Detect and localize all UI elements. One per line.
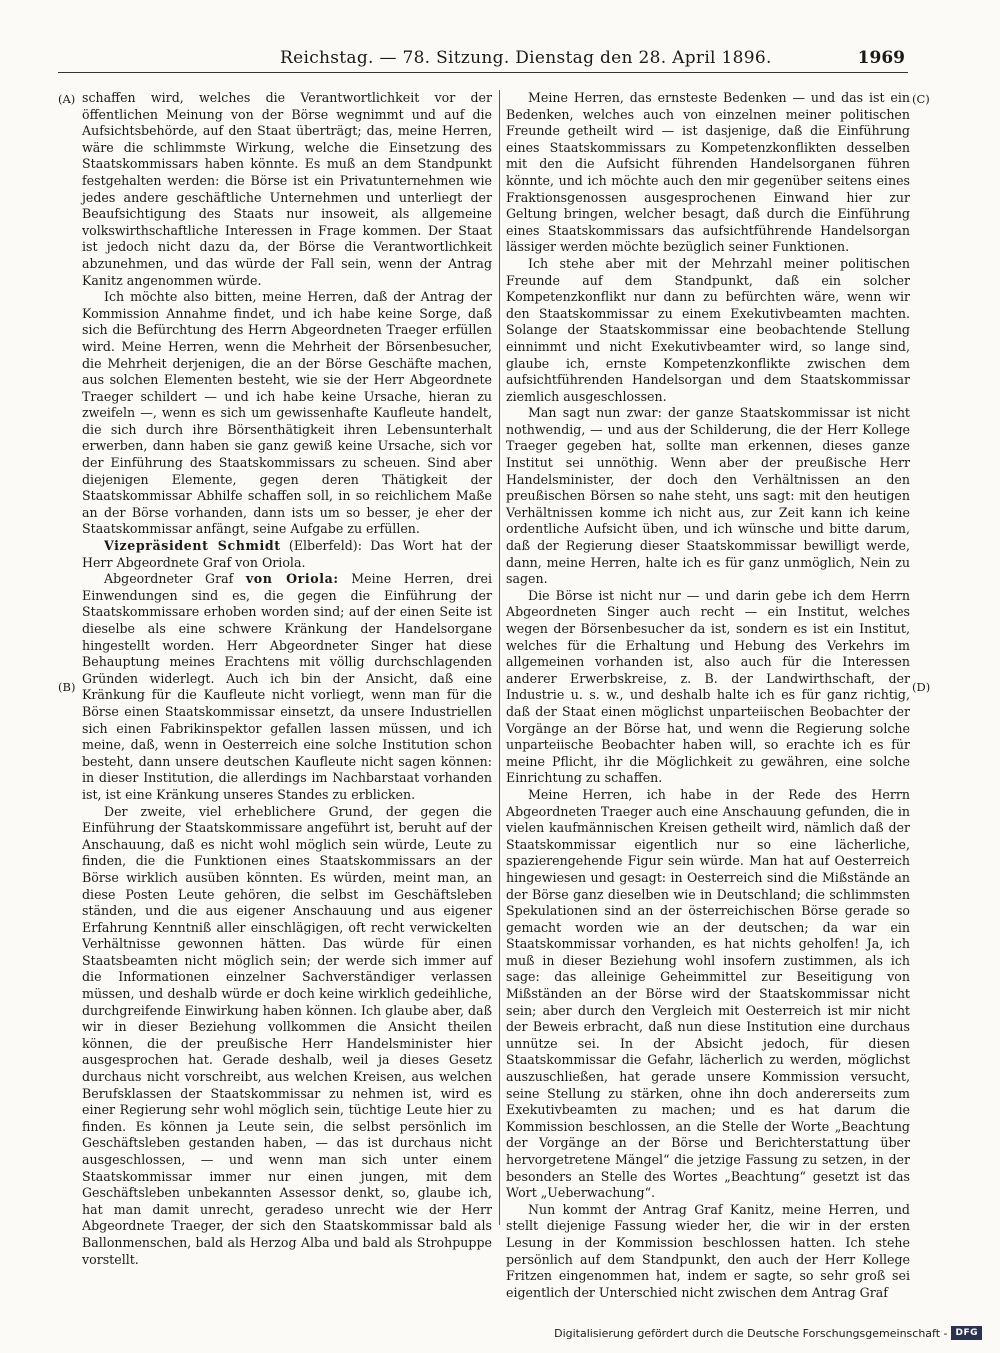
paragraph: Ich stehe aber mit der Mehrzahl meiner politischen Freunde auf dem Standpunkt, daß ein solcher Kompetenzkonflikt nur dann zu befürchten wäre, wenn wir den Staatskommissar zu einem Exekutivbeamten machten. Solange der Staatskommissar eine beobachtende Stellung einnimmt und nicht Exekutivbeamter wird, so lange sind, glaube ich, ernste Kompetenzkonflikte zwischen dem aufsichtführenden Handelsorgan und dem Staatskommissar ziemlich ausgeschlossen. [506,255,910,404]
dfg-logo-icon: DFG [951,1326,982,1340]
page-header [0,48,1000,78]
paragraph: Der zweite, viel erheblichere Grund, der gegen die Einführung der Staatskommissare angeführt ist, beruht auf der Anschauung, daß es nicht wohl möglich sein würde, Leute zu finden, die die Funktionen eines Staatskommissars an der Börse wirklich ausüben könnten. Es würden, meint man, an diese Posten Leute gehören, die selbst im Geschäftsleben ständen, und die aus eigener Anschauung und aus eigener Erfahrung Kenntniß aller einschlägigen, oft recht verwickelten Verhältnisse gewonnen hätten. Das würde für einen Staatsbeamten nicht möglich sein; der werde sich immer auf die Informationen einzelner Sachverständiger verlassen müssen, und deshalb würde er doch keine wirklich gedeihliche, durchgreifende Einwirkung haben können. Ich glaube aber, daß wir in dieser Beziehung vollkommen die Ansicht theilen können, die der preußische Herr Handelsminister hier ausgesprochen hat. Gerade deshalb, weil ja dieses Gesetz durchaus nicht vorschreibt, aus welchen Kreisen, aus welchen Berufsklassen der Staatskommissar zu nehmen ist, wird es einer Regierung sehr wohl möglich sein, tüchtige Leute hier zu finden. Es können ja Leute sein, die selbst persönlich im Geschäftsleben gestanden haben, — das ist durchaus nicht ausgeschlossen, — und wenn man sich unter einem Staatskommissar immer nur einen jungen, mit dem Geschäftsleben unbekannten Assessor denkt, so, glaube ich, hat man damit unrecht, geradeso unrecht wie der Herr Abgeordnete Traeger, der sich den Staatskommissar bald als Ballonmenschen, bald als Herzog Alba und bald als Strohpuppe vorstellt. [82,803,493,1267]
page-number: 1969 [857,48,905,68]
margin-marker-d: (D) [912,680,931,694]
paragraph: Man sagt nun zwar: der ganze Staatskommissar ist nicht nothwendig, — und aus der Schilderung, die der Herr Kollege Traeger gegeben hat, sollte man erkennen, dieses ganze Institut sei unnöthig. Wenn aber der preußische Herr Handelsminister, der doch den Verhältnissen an den preußischen Börsen so nahe steht, uns sagt: mit den heutigen Verhältnissen komme ich nicht aus, zur Zeit kann ich keine ordentliche Aufsicht üben, und ich wünsche und bitte darum, daß der Regierung dieser Staatskommissar bewilligt werde, dann, meine Herren, halte ich es für ganz unmöglich, Nein zu sagen. [506,405,910,587]
footer-text: Digitalisierung gefördert durch die Deutsche Forschungsgemeinschaft - [554,1326,948,1340]
running-title: Reichstag. — 78. Sitzung. Dienstag den 28. April 1896. [280,48,772,68]
paragraph: Ich möchte also bitten, meine Herren, daß der Antrag der Kommission Annahme findet, und ich habe keine Sorge, daß sich die Befürchtung des Herrn Abgeordneten Traeger erfüllen wird. Meine Herren, wenn die Mehrheit der Börsenbesucher, die Mehrheit derjenigen, die an der Börse Geschäfte machen, aus solchen Elementen besteht, wie sie der Herr Abgeordnete Traeger schildert — und ich habe keine Ursache, hieran zu zweifeln —, wenn es sich um gewissenhafte Kaufleute handelt, die sich durch ihre Börsenthätigkeit ihren Lebensunterhalt erwerben, dann haben sie ganz gewiß keine Ursache, sich vor der Einführung des Staatskommissars zu scheuen. Sind aber diejenigen Elemente, gegen deren Thätigkeit der Staatskommissar Abhilfe schaffen soll, in so reichlichem Maße an der Börse vorhanden, dann ists um so besser, je eher der Staatskommissar anfängt, seine Aufgabe zu erfüllen. [82,289,492,537]
margin-marker-a: (A) [58,92,76,106]
paragraph: Nun kommt der Antrag Graf Kanitz, meine Herren, und stellt diejenige Fassung wieder her, die wir in der ersten Lesung in der Kommission beschlossen hatten. Ich stehe persönlich auf dem Standpunkt, den auch der Herr Kollege Fritzen eingenommen hat, indem er sagte, so sehr groß sei eigentlich der Unterschied nicht zwischen dem Antrag Graf [506,1201,910,1300]
paragraph-text: (Elberfeld): Das Wort hat der Herr Abgeordnete Graf von Oriola. [82,538,492,570]
paragraph: schaffen wird, welches die Verantwortlichkeit vor der öffentlichen Meinung von der Börse wegnimmt und auf die Aufsichtsbehörde, auf den Staat überträgt; das, meine Herren, wäre die schlimmste Wirkung, welche die Einsetzung des Staatskommissars haben könnte. Es muß an dem Standpunkt festgehalten werden: die Börse ist ein Privatunternehmen wie jedes andere geschäftliche Unternehmen und unterliegt der Beaufsichtigung des Staats nur insoweit, als allgemeine volkswirthschaftliche Interessen in Frage kommen. Der Staat ist jedoch nicht dazu da, der Börse die Verantwortlichkeit abzunehmen, und das würde der Fall sein, wenn der Antrag Kanitz angenommen würde. [82,90,492,288]
paragraph-text: Meine Herren, drei Einwendungen sind es, die gegen die Einführung der Staatskommissare erhoben worden sind; auf der einen Seite ist dieselbe als eine schwere Kränkung der Handelsorgane hingestellt worden. Herr Abgeordneter Singer hat diese Behauptung meines Erachtens mit völlig durchschlagenden Gründen widerlegt. Auch ich bin der Ansicht, daß eine Kränkung für die Kaufleute nicht vorliegt, wenn man für die Börse einen Staatskommissar einsetzt, da unsere Industriellen sich einen Fabrikinspektor gefallen lassen müssen, und ich meine, daß, wenn in Oesterreich eine solche Institution schon besteht, dann unsere deutschen Kaufleute nicht sagen können: in dieser Institution, die allerdings im Nachbarstaat vorhanden ist, ist eine Kränkung unseres Standes zu erblicken. [82,571,492,802]
digitization-footer [554,1326,982,1340]
paragraph: Meine Herren, das ernsteste Bedenken — und das ist ein Bedenken, welches auch von einzelnen meiner politischen Freunde getheilt wird — ist dasjenige, daß die Einführung eines Staatskommissars zu Kompetenzkonflikten desselben mit den die Aufsicht führenden Handelsorganen führen könnte, und ich möchte auch den mir gegenüber seitens eines Fraktionsgenossen ausgesprochenen Einwand hier zur Geltung bringen, welcher besagt, daß durch die Einführung eines Staatskommissars das aufsichtführende Handelsorgan lässiger werden möchte bezüglich seiner Funktionen. [506,90,910,255]
speaker-paragraph [82,538,492,571]
right-column [506,90,910,1300]
column-divider [499,90,500,1225]
paragraph: Meine Herren, ich habe in der Rede des Herrn Abgeordneten Traeger auch eine Anschauung gefunden, die in vielen kaufmännischen Kreisen getheilt wird, nämlich daß der Staatskommissar eigentlich nur so eine lächerliche, spazierengehende Figur sein würde. Man hat auf Oesterreich hingewiesen und gesagt: in Oesterreich sind die Mißstände an der Börse ganz dieselben wie in Deutschland; die schlimmsten Spekulationen sind an der österreichischen Börse gerade so gemacht worden wie an der deutschen; da war ein Staatskommissar vorhanden, es hat nichts geholfen! Ja, ich muß in dieser Beziehung wohl insofern zustimmen, als ich sage: das alleinige Geheimmittel zur Beseitigung von Mißständen an der Börse wird der Staatskommissar nicht sein; aber durch den Vergleich mit Oesterreich ist mir nicht der Beweis erbracht, daß nun diese Institution eine durchaus unnütze sei. In der Absicht jedoch, für diesen Staatskommissar die Gefahr, lächerlich zu werden, möglichst auszuschließen, hat gerade unsere Kommission versucht, seine Stellung zu stärken, ohne ihn doch andererseits zum Exekutivbeamten zu machen; und es hat darum die Kommission beschlossen, an die Stelle der Worte „Beachtung der Vorgänge an der Börse und Berichterstattung über hervorgetretene Mängel“ die jetzige Fassung zu setzen, in der besonders an Stelle des Wortes „Beachtung“ gesetzt ist das Wort „Ueberwachung“. [506,786,910,1201]
left-column [82,90,493,1267]
speaker-title: Abgeordneter Graf [104,571,246,587]
margin-marker-b: (B) [58,680,76,694]
speaker-paragraph [82,571,492,803]
margin-marker-c: (C) [912,92,930,106]
speaker-name: von Oriola: [245,571,339,587]
speaker-name: Vizepräsident Schmidt [104,538,281,554]
paragraph: Die Börse ist nicht nur — und darin gebe ich dem Herrn Abgeordneten Singer auch recht — ein Institut, welches wegen der Börsenbesucher da ist, sondern es ist ein Institut, welches für die Erhaltung und Hebung des Verkehrs im allgemeinen vorhanden ist, also auch für die Interessen anderer Erwerbskreise, z. B. der Landwirthschaft, der Industrie u. s. w., und deshalb halte ich es für ganz richtig, daß der Staat einen möglichst unparteiischen Beobachter der Vorgänge an der Börse hat, und wenn die Regierung solche unparteiische Beobachter haben will, so erachte ich es für meine Pflicht, ihr die Möglichkeit zu gewähren, eine solche Einrichtung zu schaffen. [506,587,910,786]
header-rule [58,72,908,73]
